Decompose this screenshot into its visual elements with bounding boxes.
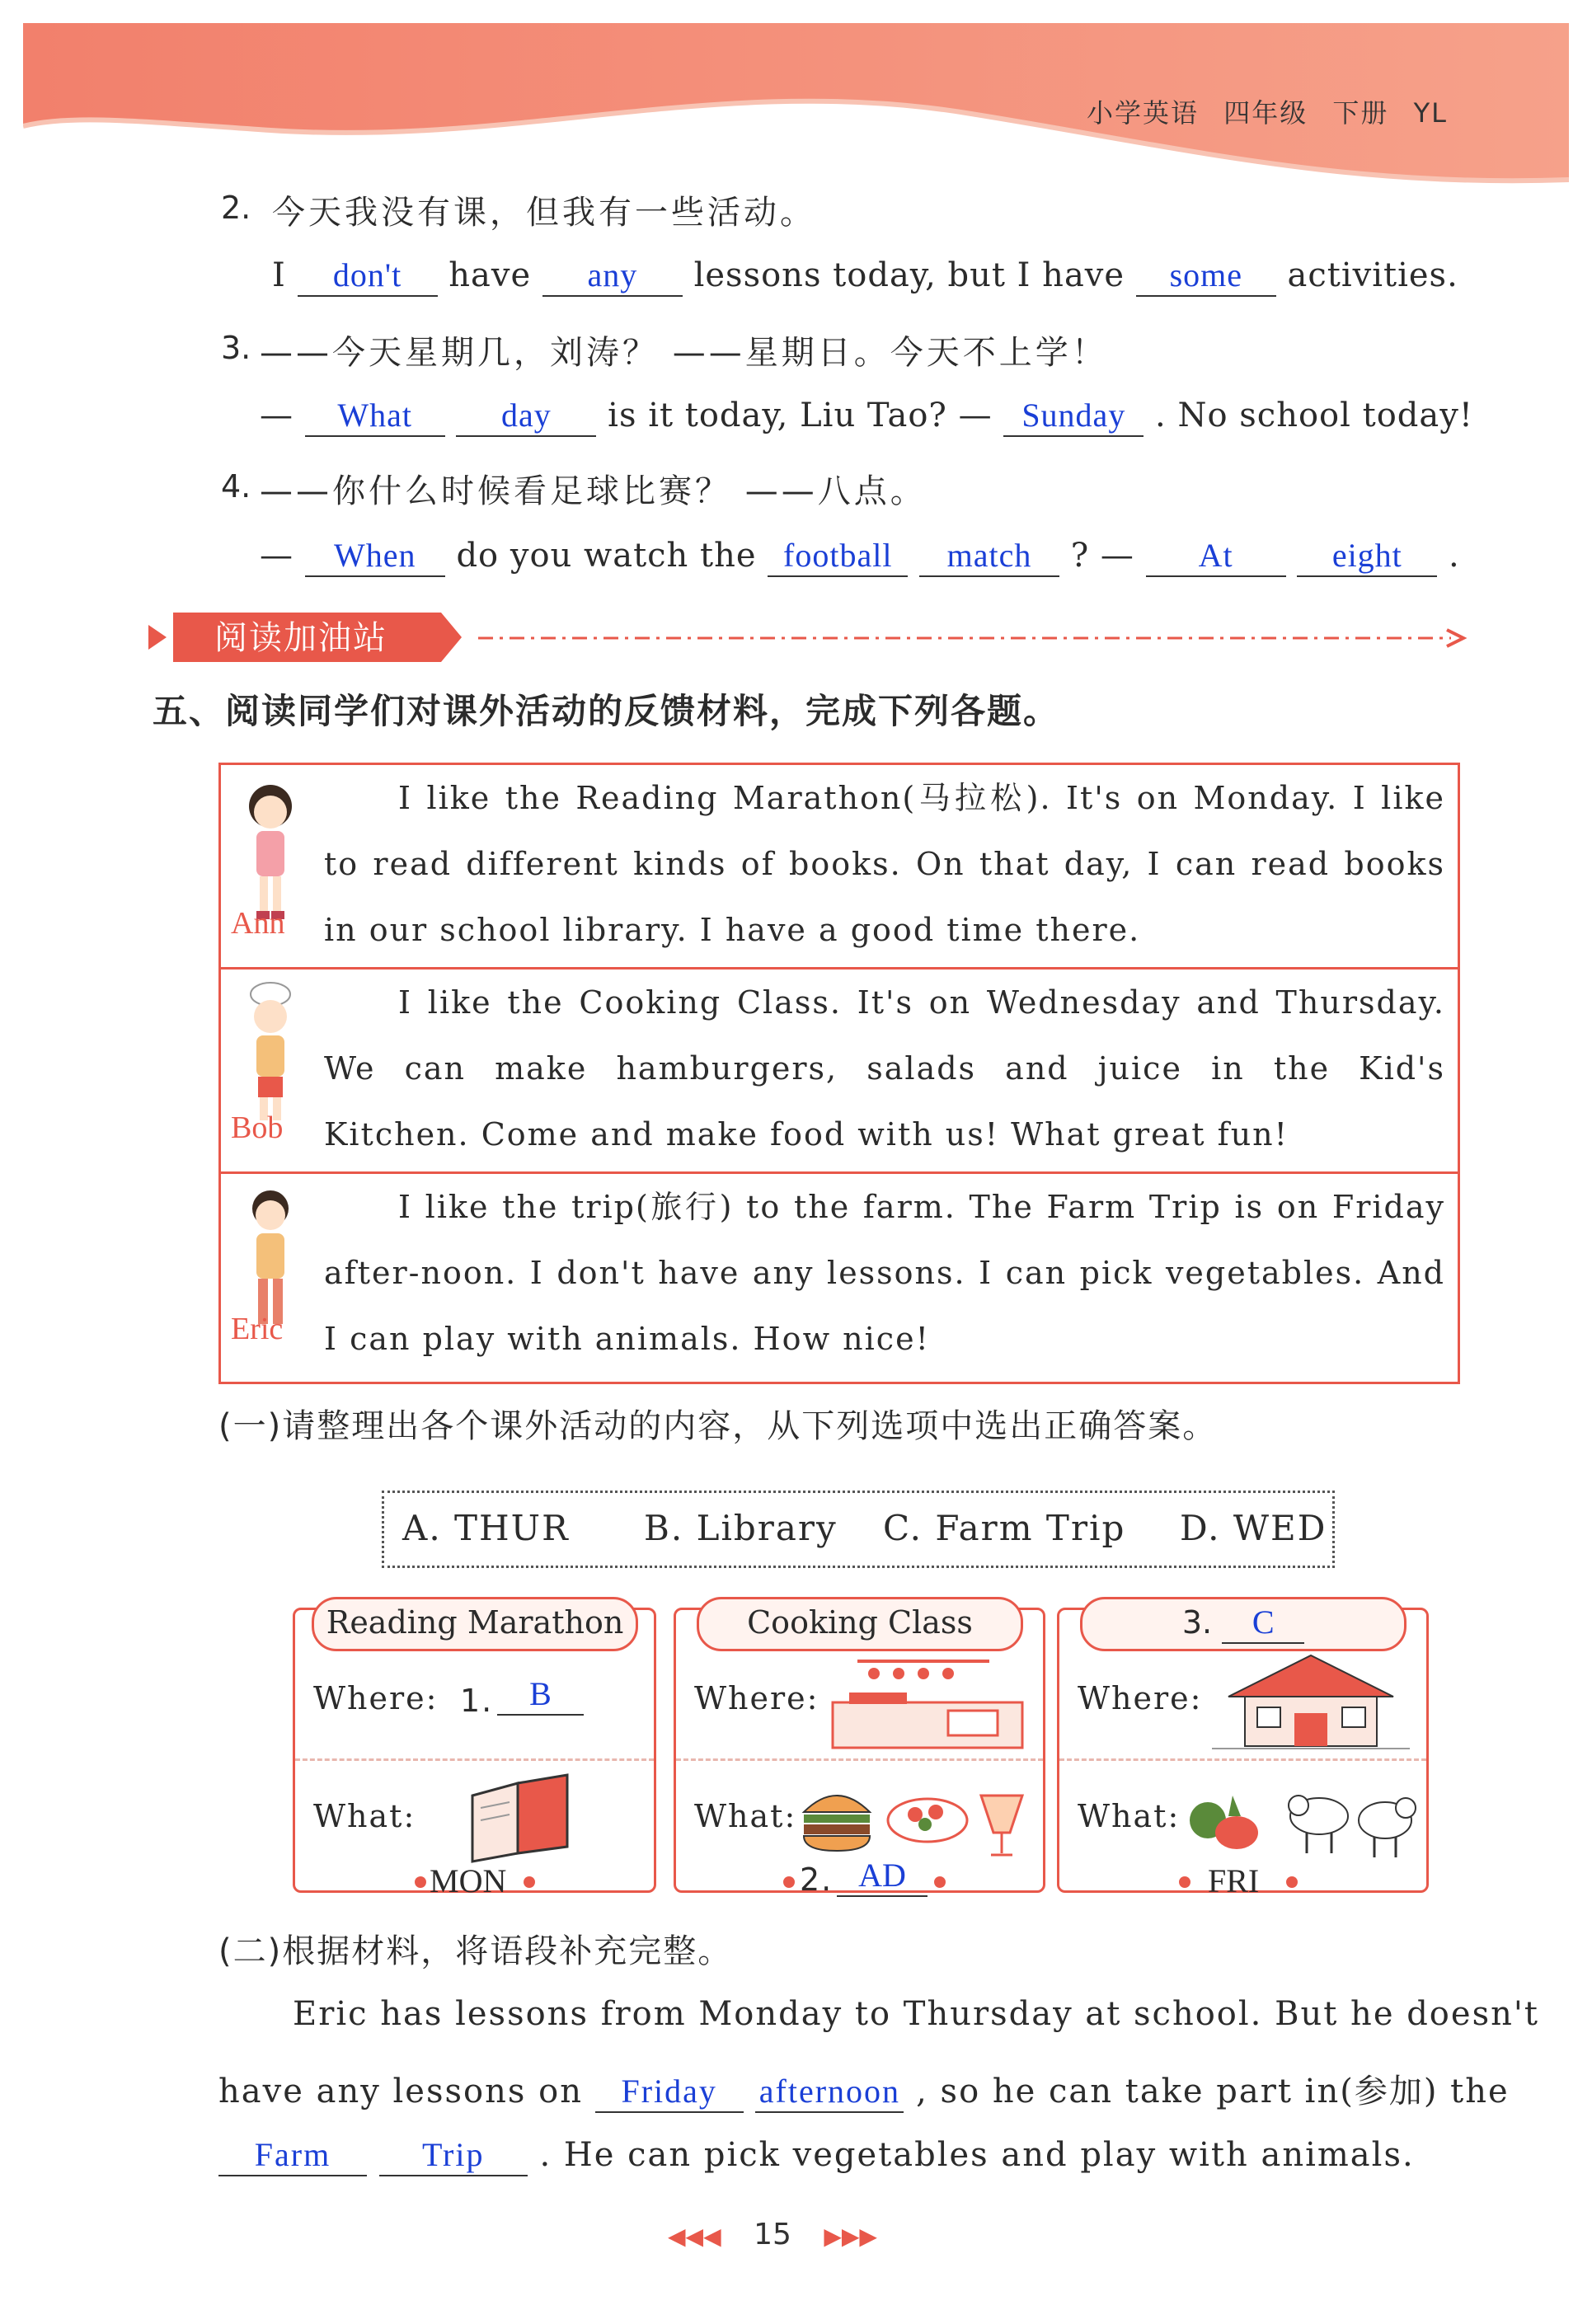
what-label: What: [313, 1798, 416, 1834]
header-info [1072, 92, 1448, 130]
q3-word: . No school today! [1155, 397, 1473, 434]
cooking-class-card [674, 1604, 1045, 1898]
q4-chinese: ——你什么时候看足球比赛？ ——八点。 [260, 472, 927, 510]
blank-2-number: 2. [800, 1862, 834, 1898]
q2-word: lessons today, but I have [693, 256, 1125, 294]
q2-chinese: 今天我没有课，但我有一些活动。 [272, 194, 816, 232]
day-label: MON [430, 1862, 507, 1899]
header-grade: 四年级 [1223, 97, 1308, 129]
section-tag: 阅读加油站 [214, 619, 387, 657]
part2-text: have any lessons on [218, 2073, 583, 2110]
where-label: Where: [694, 1680, 819, 1716]
q2-word: activities. [1287, 256, 1458, 294]
reading-passages [218, 763, 1460, 1384]
blank-3-number: 3. [1181, 1604, 1213, 1641]
options-box [382, 1491, 1335, 1568]
number-dot [783, 1876, 795, 1888]
card-divider [1059, 1758, 1426, 1761]
ann-passage: I like the Reading Marathon(马拉松). It's on Monday. I like to read different kinds of books. On that day, I can read books in our school library. I have a good time there. [324, 780, 1445, 948]
ann-name: Ann [231, 906, 285, 941]
part2-text: , so he can take part in(参加) the [916, 2073, 1510, 2110]
book-icon [464, 1771, 575, 1866]
q2-word: have [448, 256, 532, 294]
farmhouse-icon [1212, 1651, 1410, 1754]
part2-answer-1[interactable]: Friday [595, 2072, 744, 2113]
part2-sentence-2 [218, 2065, 1510, 2113]
farm-trip-card [1057, 1603, 1429, 1899]
q3-english-line [260, 396, 1473, 437]
q3-number: 3. [221, 330, 251, 366]
next-arrows-icon: ▶▶▶ [824, 2223, 877, 2250]
vegetables-animals-icon [1183, 1771, 1418, 1866]
part2-answer-3[interactable]: Farm [218, 2135, 367, 2176]
day-dot [524, 1876, 535, 1888]
q2-answer-2[interactable]: any [542, 256, 683, 297]
q4-english-line [260, 536, 1460, 577]
q4-word: ? — [1070, 537, 1134, 575]
section-title: 五、阅读同学们对课外活动的反馈材料，完成下列各题。 [153, 691, 1060, 731]
option-d: D. WED [1180, 1508, 1327, 1548]
q4-answer-2[interactable]: football [768, 536, 908, 577]
where-label: Where: [1078, 1680, 1203, 1716]
part2-answer-2[interactable]: afternoon [755, 2072, 904, 2113]
card-divider [676, 1758, 1043, 1761]
day-dot [1286, 1876, 1298, 1888]
q2-word: I [272, 256, 286, 294]
food-icon [800, 1775, 1031, 1866]
card-title [1080, 1597, 1407, 1651]
q3-answer-3[interactable]: Sunday [1003, 396, 1144, 437]
q3-chinese: ——今天星期几，刘涛？ ——星期日。今天不上学！ [260, 334, 1108, 372]
q2-answer-3[interactable]: some [1136, 256, 1276, 297]
what-label: What: [1078, 1798, 1181, 1834]
part2-sentence-1: Eric has lessons from Monday to Thursday at school. But he doesn't [293, 1995, 1539, 2033]
number-dot [934, 1876, 946, 1888]
what-label: What: [694, 1798, 797, 1834]
card-title: Reading Marathon [312, 1597, 638, 1651]
q4-answer-4[interactable]: At [1146, 536, 1286, 577]
q3-dash: — [260, 397, 294, 434]
header-edition: YL [1413, 97, 1448, 129]
header-volume: 下册 [1332, 97, 1389, 129]
q4-answer-3[interactable]: match [919, 536, 1059, 577]
q4-word: . [1449, 537, 1460, 575]
blank-1-answer[interactable]: B [497, 1674, 584, 1716]
day-dot [1179, 1876, 1190, 1888]
option-b: B. Library [644, 1508, 838, 1548]
day-dot [415, 1876, 426, 1888]
card-divider [295, 1758, 654, 1761]
bob-passage: I like the Cooking Class. It's on Wednesday and Thursday. We can make hamburgers, salads and juice in the Kid's Kitchen. Come and make food with us! What great fun! [324, 984, 1445, 1153]
part2-text: . He can pick vegetables and play with animals. [539, 2136, 1415, 2174]
day-label: FRI [1208, 1862, 1260, 1899]
part2-title: (二)根据材料，将语段补充完整。 [218, 1932, 733, 1970]
eric-passage: I like the trip(旅行) to the farm. The Farm Trip is on Friday after-noon. I don't have any lessons. I can pick vegetables. And I can play with animals. How nice! [324, 1189, 1445, 1357]
q4-dash: — [260, 537, 294, 575]
part1-title: (一)请整理出各个课外活动的内容，从下列选项中选出正确答案。 [218, 1407, 1218, 1445]
q3-answer-2[interactable]: day [456, 396, 596, 437]
where-label: Where: [313, 1680, 439, 1716]
q4-answer-5[interactable]: eight [1297, 536, 1437, 577]
blank-1-number: 1. [460, 1683, 494, 1719]
card-title: Cooking Class [697, 1597, 1023, 1651]
bob-name: Bob [231, 1110, 284, 1145]
q4-answer-1[interactable]: When [305, 536, 445, 577]
page-number: 15 [754, 2218, 791, 2251]
page-footer [668, 2218, 877, 2251]
q2-english-line [272, 256, 1458, 297]
part2-answer-4[interactable]: Trip [379, 2135, 528, 2176]
blank-3-answer[interactable]: C [1222, 1603, 1304, 1644]
option-a: A. THUR [402, 1508, 570, 1548]
blank-2-answer[interactable]: AD [837, 1856, 927, 1897]
part2-sentence-3 [218, 2135, 1455, 2176]
q3-answer-1[interactable]: What [305, 396, 445, 437]
reading-marathon-card [293, 1604, 656, 1899]
q2-answer-1[interactable]: don't [298, 256, 438, 297]
kitchen-icon [824, 1653, 1031, 1752]
header-subject: 小学英语 [1087, 97, 1200, 129]
q4-word: do you watch the [456, 537, 757, 575]
option-c: C. Farm Trip [883, 1508, 1126, 1548]
prev-arrows-icon: ◀◀◀ [668, 2223, 721, 2250]
q4-number: 4. [221, 468, 251, 505]
q2-number: 2. [221, 190, 251, 226]
q3-word: is it today, Liu Tao? — [608, 397, 993, 434]
eric-name: Eric [231, 1312, 284, 1346]
